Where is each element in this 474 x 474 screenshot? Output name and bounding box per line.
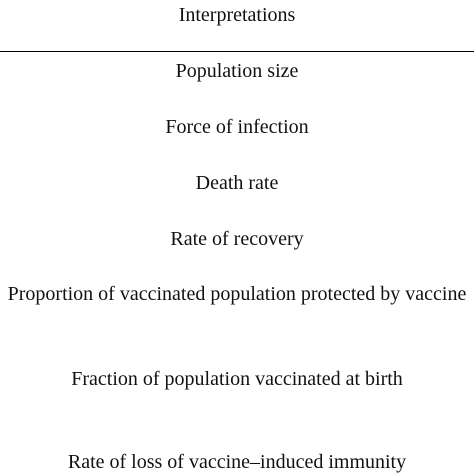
table-row-vaccinated-at-birth: Fraction of population vaccinated at birth [71,368,403,390]
table-row-vaccine-protection: Proportion of vaccinated population protected by vaccine [7,283,467,305]
table-row-death-rate: Death rate [195,172,279,194]
table-row-immunity-loss-rate: Rate of loss of vaccine–induced immunity [67,451,407,473]
table-row-rate-of-recovery: Rate of recovery [170,228,304,250]
table-row-force-of-infection: Force of infection [165,116,309,138]
header-rule [0,51,474,52]
table-row-population-size: Population size [175,60,299,82]
column-header-interpretations: Interpretations [178,4,296,26]
